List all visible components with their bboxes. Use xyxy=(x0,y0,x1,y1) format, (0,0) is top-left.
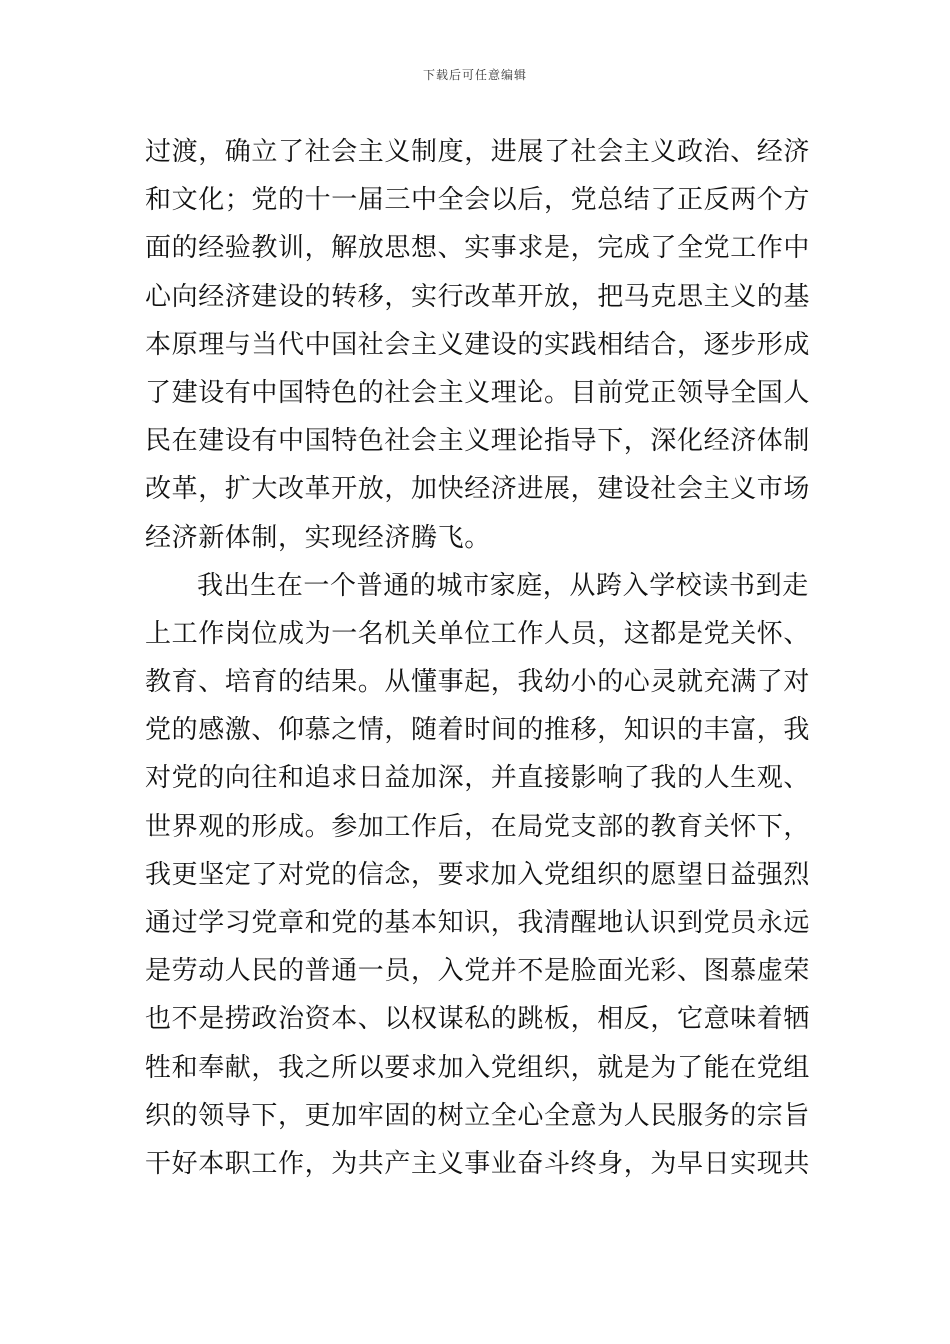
text-line: 过渡，确立了社会主义制度，进展了社会主义政治、经济 xyxy=(145,137,811,167)
text-line: 面的经验教训，解放思想、实事求是，完成了全党工作中 xyxy=(145,233,811,264)
text-line: 干好本职工作，为共产主义事业奋斗终身，为早日实现共 xyxy=(145,1148,811,1179)
text-line: 经济新体制，实现经济腾飞。 xyxy=(145,522,491,553)
text-line: 也不是捞政治资本、以权谋私的跳板，相反，它意味着牺 xyxy=(145,1004,811,1035)
text-line: 上工作岗位成为一名机关单位工作人员，这都是党关怀、 xyxy=(145,618,811,649)
text-line: 对党的向往和追求日益加深，并直接影响了我的人生观、 xyxy=(145,763,811,794)
text-line: 了建设有中国特色的社会主义理论。目前党正领导全国人 xyxy=(145,377,811,408)
text-line: 民在建设有中国特色社会主义理论指导下，深化经济体制 xyxy=(145,426,811,457)
text-line: 本原理与当代中国社会主义建设的实践相结合，逐步形成 xyxy=(145,329,811,360)
document-body xyxy=(145,128,810,1188)
text-line: 我出生在一个普通的城市家庭，从跨入学校读书到走 xyxy=(197,570,809,601)
text-line: 党的感激、仰慕之情，随着时间的推移，知识的丰富，我 xyxy=(145,715,811,746)
text-line: 通过学习党章和党的基本知识，我清醒地认识到党员永远 xyxy=(145,908,811,938)
text-line: 改革，扩大改革开放，加快经济进展，建设社会主义市场 xyxy=(145,474,811,505)
text-line: 牲和奉献，我之所以要求加入党组织，就是为了能在党组 xyxy=(145,1052,811,1083)
page-header-note: 下载后可任意编辑 xyxy=(422,68,527,82)
paragraph-1 xyxy=(145,128,810,562)
text-line: 织的领导下，更加牢固的树立全心全意为人民服务的宗旨 xyxy=(145,1100,811,1131)
text-line: 和文化；党的十一届三中全会以后，党总结了正反两个方 xyxy=(145,185,811,216)
text-line: 教育、培育的结果。从懂事起，我幼小的心灵就充满了对 xyxy=(145,667,811,698)
paragraph-2 xyxy=(145,562,810,1188)
text-line: 心向经济建设的转移，实行改革开放，把马克思主义的基 xyxy=(145,281,811,312)
text-line: 我更坚定了对党的信念，要求加入党组织的愿望日益强烈 xyxy=(145,859,811,890)
text-line: 是劳动人民的普通一员，入党并不是脸面光彩、图慕虚荣 xyxy=(145,956,811,987)
text-line: 世界观的形成。参加工作后，在局党支部的教育关怀下， xyxy=(145,811,811,842)
